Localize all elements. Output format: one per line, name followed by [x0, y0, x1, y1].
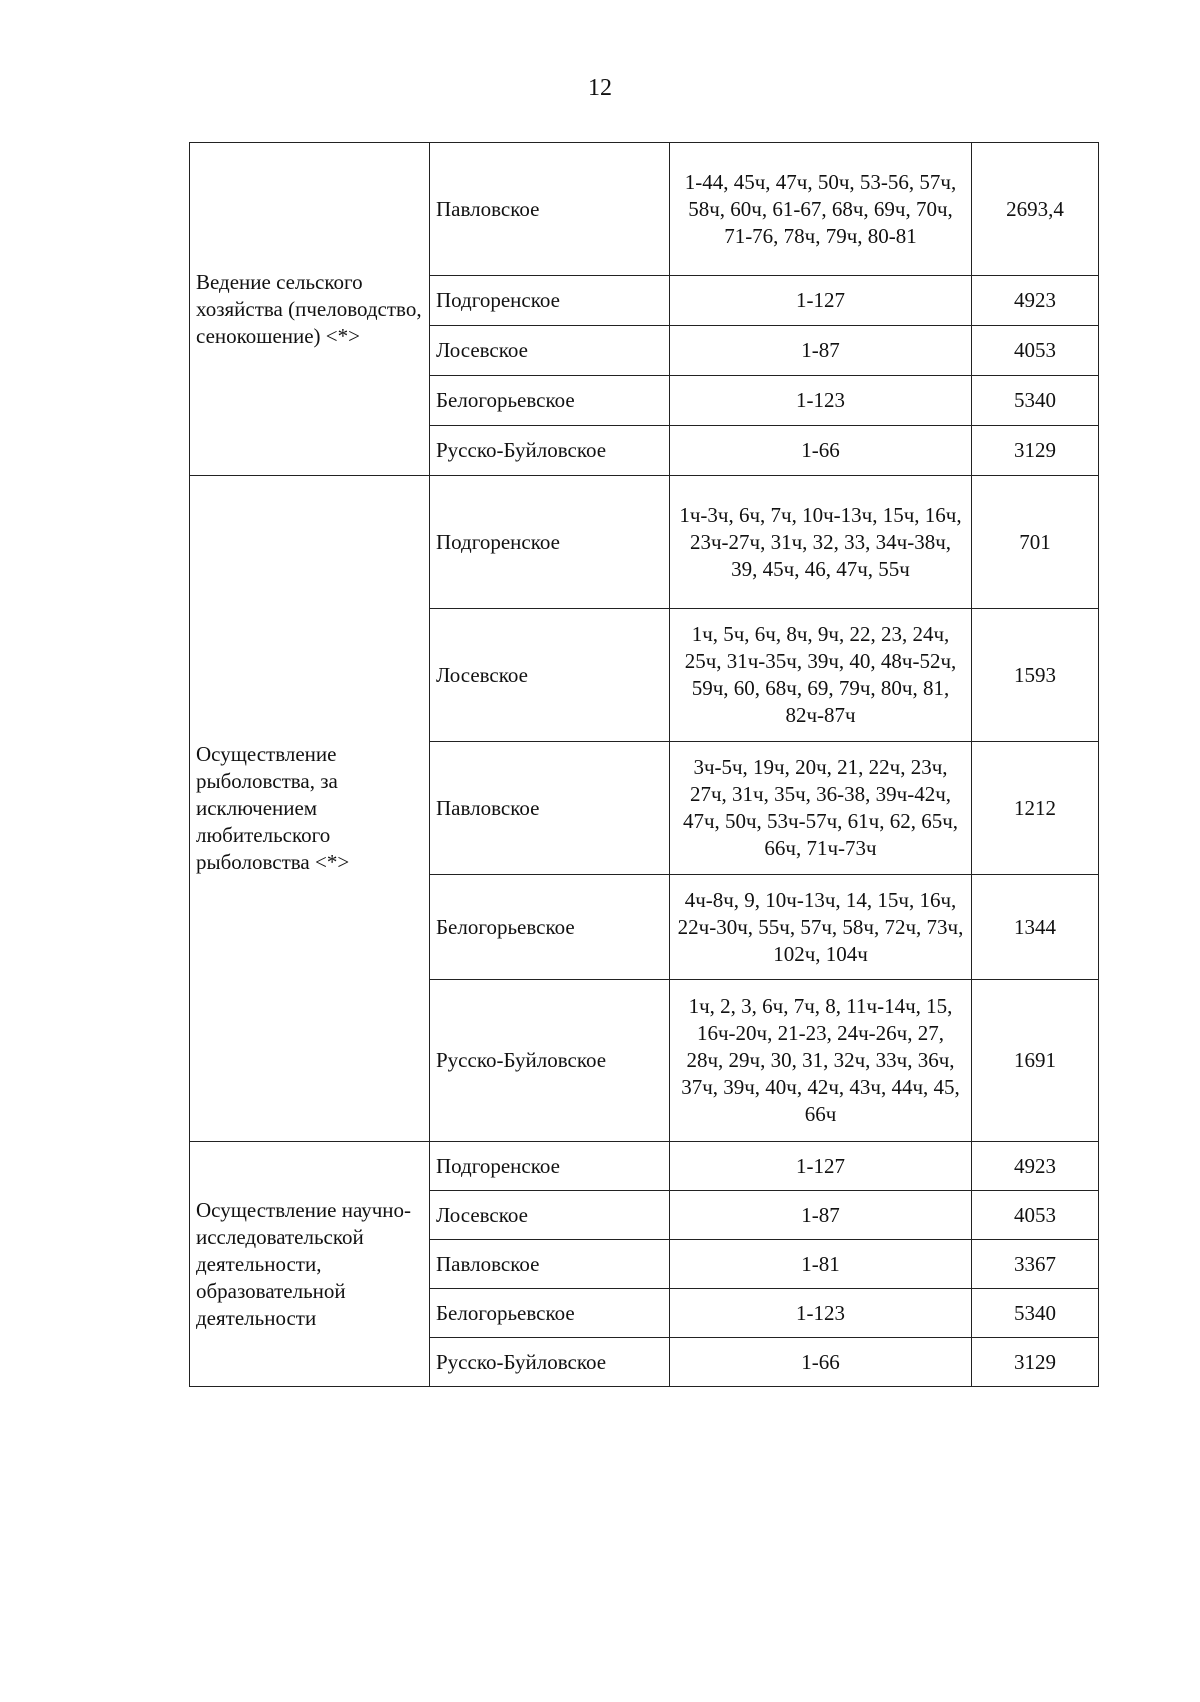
quarters-cell: 1-123	[670, 1289, 972, 1338]
area-cell: 1212	[972, 742, 1099, 875]
quarters-cell: 1-87	[670, 326, 972, 376]
area-cell: 3129	[972, 426, 1099, 476]
forestry-cell: Белогорьевское	[430, 1289, 670, 1338]
forestry-cell: Белогорьевское	[430, 875, 670, 980]
forestry-cell: Лосевское	[430, 1191, 670, 1240]
area-cell: 4923	[972, 1142, 1099, 1191]
activity-cell: Ведение сельского хозяйства (пчеловодство, сенокошение) <*>	[190, 143, 430, 476]
activity-cell: Осуществление рыболовства, за исключением любительского рыболовства <*>	[190, 476, 430, 1142]
forestry-cell: Подгоренское	[430, 276, 670, 326]
forestry-cell: Подгоренское	[430, 476, 670, 609]
table-row	[190, 476, 1099, 609]
forestry-cell: Лосевское	[430, 326, 670, 376]
forest-use-table	[189, 142, 1099, 1387]
area-cell: 4053	[972, 1191, 1099, 1240]
forestry-cell: Русско-Буйловское	[430, 1338, 670, 1387]
forestry-cell: Павловское	[430, 143, 670, 276]
area-cell: 4053	[972, 326, 1099, 376]
forestry-cell: Русско-Буйловское	[430, 980, 670, 1142]
quarters-cell: 1-127	[670, 276, 972, 326]
forestry-cell: Павловское	[430, 742, 670, 875]
forestry-cell: Подгоренское	[430, 1142, 670, 1191]
quarters-cell: 1-66	[670, 426, 972, 476]
area-cell: 3367	[972, 1240, 1099, 1289]
quarters-cell: 1-87	[670, 1191, 972, 1240]
activity-cell: Осуществление научно-исследовательской деятельности, образовательной деятельности	[190, 1142, 430, 1387]
area-cell: 1691	[972, 980, 1099, 1142]
table-row	[190, 143, 1099, 276]
area-cell: 1593	[972, 609, 1099, 742]
forestry-cell: Павловское	[430, 1240, 670, 1289]
quarters-cell: 1-127	[670, 1142, 972, 1191]
forestry-cell: Лосевское	[430, 609, 670, 742]
area-cell: 5340	[972, 376, 1099, 426]
quarters-cell: 4ч-8ч, 9, 10ч-13ч, 14, 15ч, 16ч, 22ч-30ч, 55ч, 57ч, 58ч, 72ч, 73ч, 102ч, 104ч	[670, 875, 972, 980]
quarters-cell: 1-44, 45ч, 47ч, 50ч, 53-56, 57ч, 58ч, 60ч, 61-67, 68ч, 69ч, 70ч, 71-76, 78ч, 79ч, 80-81	[670, 143, 972, 276]
area-cell: 2693,4	[972, 143, 1099, 276]
quarters-cell: 3ч-5ч, 19ч, 20ч, 21, 22ч, 23ч, 27ч, 31ч, 35ч, 36-38, 39ч-42ч, 47ч, 50ч, 53ч-57ч, 61ч, 62, 65ч, 66ч, 71ч-73ч	[670, 742, 972, 875]
area-cell: 701	[972, 476, 1099, 609]
quarters-cell: 1ч-3ч, 6ч, 7ч, 10ч-13ч, 15ч, 16ч, 23ч-27ч, 31ч, 32, 33, 34ч-38ч, 39, 45ч, 46, 47ч, 55ч	[670, 476, 972, 609]
quarters-cell: 1-81	[670, 1240, 972, 1289]
area-cell: 3129	[972, 1338, 1099, 1387]
quarters-cell: 1-66	[670, 1338, 972, 1387]
quarters-cell: 1-123	[670, 376, 972, 426]
area-cell: 4923	[972, 276, 1099, 326]
area-cell: 5340	[972, 1289, 1099, 1338]
forestry-cell: Русско-Буйловское	[430, 426, 670, 476]
forestry-cell: Белогорьевское	[430, 376, 670, 426]
quarters-cell: 1ч, 2, 3, 6ч, 7ч, 8, 11ч-14ч, 15, 16ч-20ч, 21-23, 24ч-26ч, 27, 28ч, 29ч, 30, 31, 32ч, 33ч, 36ч, 37ч, 39ч, 40ч, 42ч, 43ч, 44ч, 45, 66ч	[670, 980, 972, 1142]
area-cell: 1344	[972, 875, 1099, 980]
table-row	[190, 1142, 1099, 1191]
quarters-cell: 1ч, 5ч, 6ч, 8ч, 9ч, 22, 23, 24ч, 25ч, 31ч-35ч, 39ч, 40, 48ч-52ч, 59ч, 60, 68ч, 69, 79ч, 80ч, 81, 82ч-87ч	[670, 609, 972, 742]
page-number: 12	[588, 75, 612, 101]
